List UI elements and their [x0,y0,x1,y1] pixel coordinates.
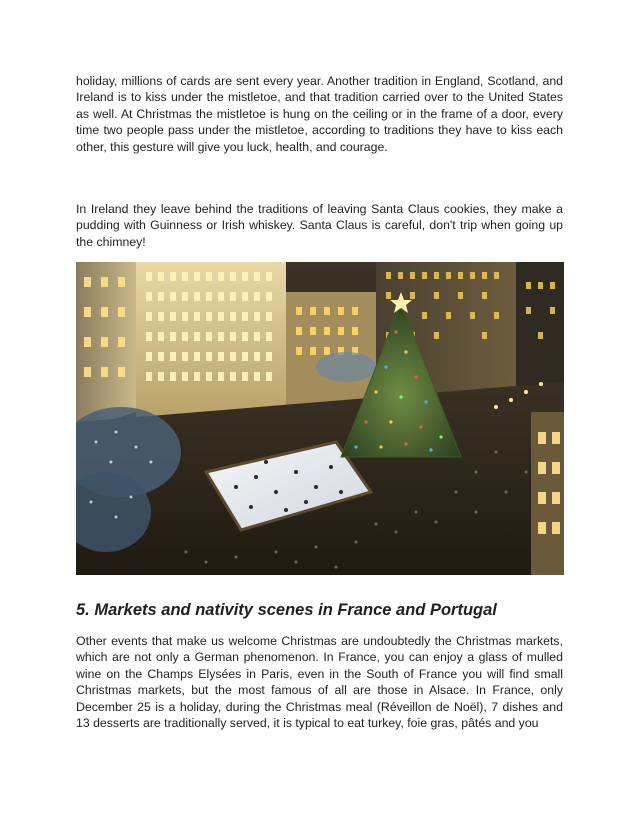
paragraph-mistletoe: holiday, millions of cards are sent every year. Another tradition in England, Scotland, and Ireland is to kiss under the mistletoe, and that tradition carried over to the United States as well. At Christmas the mistletoe is hung on the ceiling or in the frame of a door, every time two people pass under the mistletoe, according to traditions they have to kiss each other, this gesture will give you luck, health, and courage. [76,74,563,154]
section-heading: 5. Markets and nativity scenes in France and Portugal [76,601,497,619]
paragraph-ireland: In Ireland they leave behind the traditions of leaving Santa Claus cookies, they make a pudding with Guinness or Irish whiskey. Santa Claus is careful, don't trip when going up the chimney! [76,202,563,249]
paragraph-markets: Other events that make us welcome Christmas are undoubtedly the Christmas markets, which are not only a German phenomenon. In France, you can enjoy a glass of mulled wine on the Champs Elysées in Paris, even in the South of France you will find small Christmas markets, but the most famous of all are those in Alsace. In France, only December 25 is a holiday, during the Christmas meal (Réveillon de Noël), 7 dishes and 13 desserts are traditionally served, it is typical to eat turkey, foie gras, pâtés and you [76,634,563,731]
christmas-tree-rink-photo [76,262,564,575]
